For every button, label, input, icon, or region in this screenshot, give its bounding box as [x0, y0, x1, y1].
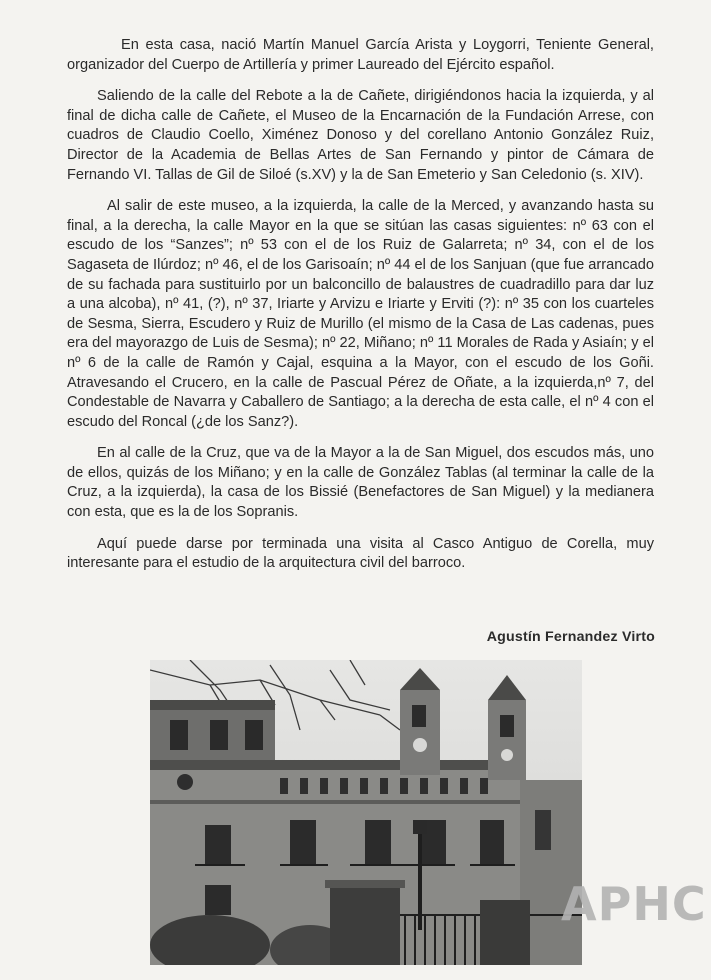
building-photo: [150, 660, 582, 965]
paragraph-4: En al calle de la Cruz, que va de la Mayor a la de San Miguel, dos escudos más, uno de ellos, quizás de los Miñano; y en la calle de González Tablas (al terminar la calle de la Cruz, a la izquierda), la casa de los Bissié (Benefactores de San Miguel) y la medianera con esta, que es la de los Sopranis.: [67, 445, 654, 521]
paragraph-3: Al salir de este museo, a la izquierda, la calle de la Merced, y avanzando hasta su final, a la derecha, la calle Mayor en la que se sitúan las casas siguientes: nº 63 con el escudo de los “Sanzes”; nº 53 con el de los Ruiz de Galarreta; nº 34, con el de los Sagaseta de Ilúrdoz; nº 46, el de los Garisoaín; nº 44 el de los Sanjuan (que fue arrancado de su fachada para sustituirlo por un balconcillo de balaustres de cuadradillo para dar luz a una alcoba), nº 41, (?), nº 37, Iriarte y Arvizu e Iriarte y Erviti (?): nº 35 con los cuarteles de Sesma, Sierra, Escudero y Ruiz de Murillo (el mismo de la Casa de Las cadenas, pues era del mayorazgo de Luis de Sesma); nº 22, Miñano; nº 11 Morales de Rada y Asiaín; y el nº 6 de la calle de Ramón y Cajal, esquina a la Mayor, con el escudo de los Goñi. Atravesando el Crucero, en la calle de Pascual Pérez de Oñate, a la izquierda,nº 7, del Condestable de Navarra y Caballero de Santiago; a la derecha de esta calle, el nº 4 con el escudo del Roncal (¿de los Sanz?).: [67, 198, 654, 430]
body-text: [67, 36, 654, 586]
paragraph-2: Saliendo de la calle del Rebote a la de Cañete, dirigiéndonos hacia la izquierda, y al final de dicha calle de Cañete, el Museo de la Encarnación de la Fundación Arrese, con cuadros de Claudio Coello, Ximénez Donoso y del corellano Antonio González Ruiz, Director de la Academia de Bellas Artes de San Fernando y pintor de Cámara de Fernando VI. Tallas de Gil de Siloé (s.XV) y la de San Emeterio y San Celedonio (s. XIV).: [67, 88, 654, 183]
aphc-watermark: APHC: [561, 877, 707, 931]
paragraph-1: En esta casa, nació Martín Manuel García Arista y Loygorri, Teniente General, organizador del Cuerpo de Artillería y primer Laureado del Ejército español.: [67, 37, 654, 73]
author-signature: Agustín Fernandez Virto: [486, 629, 655, 645]
paragraph-5: Aquí puede darse por terminada una visita al Casco Antiguo de Corella, muy interesante para el estudio de la arquitectura civil del barroco.: [67, 535, 654, 572]
